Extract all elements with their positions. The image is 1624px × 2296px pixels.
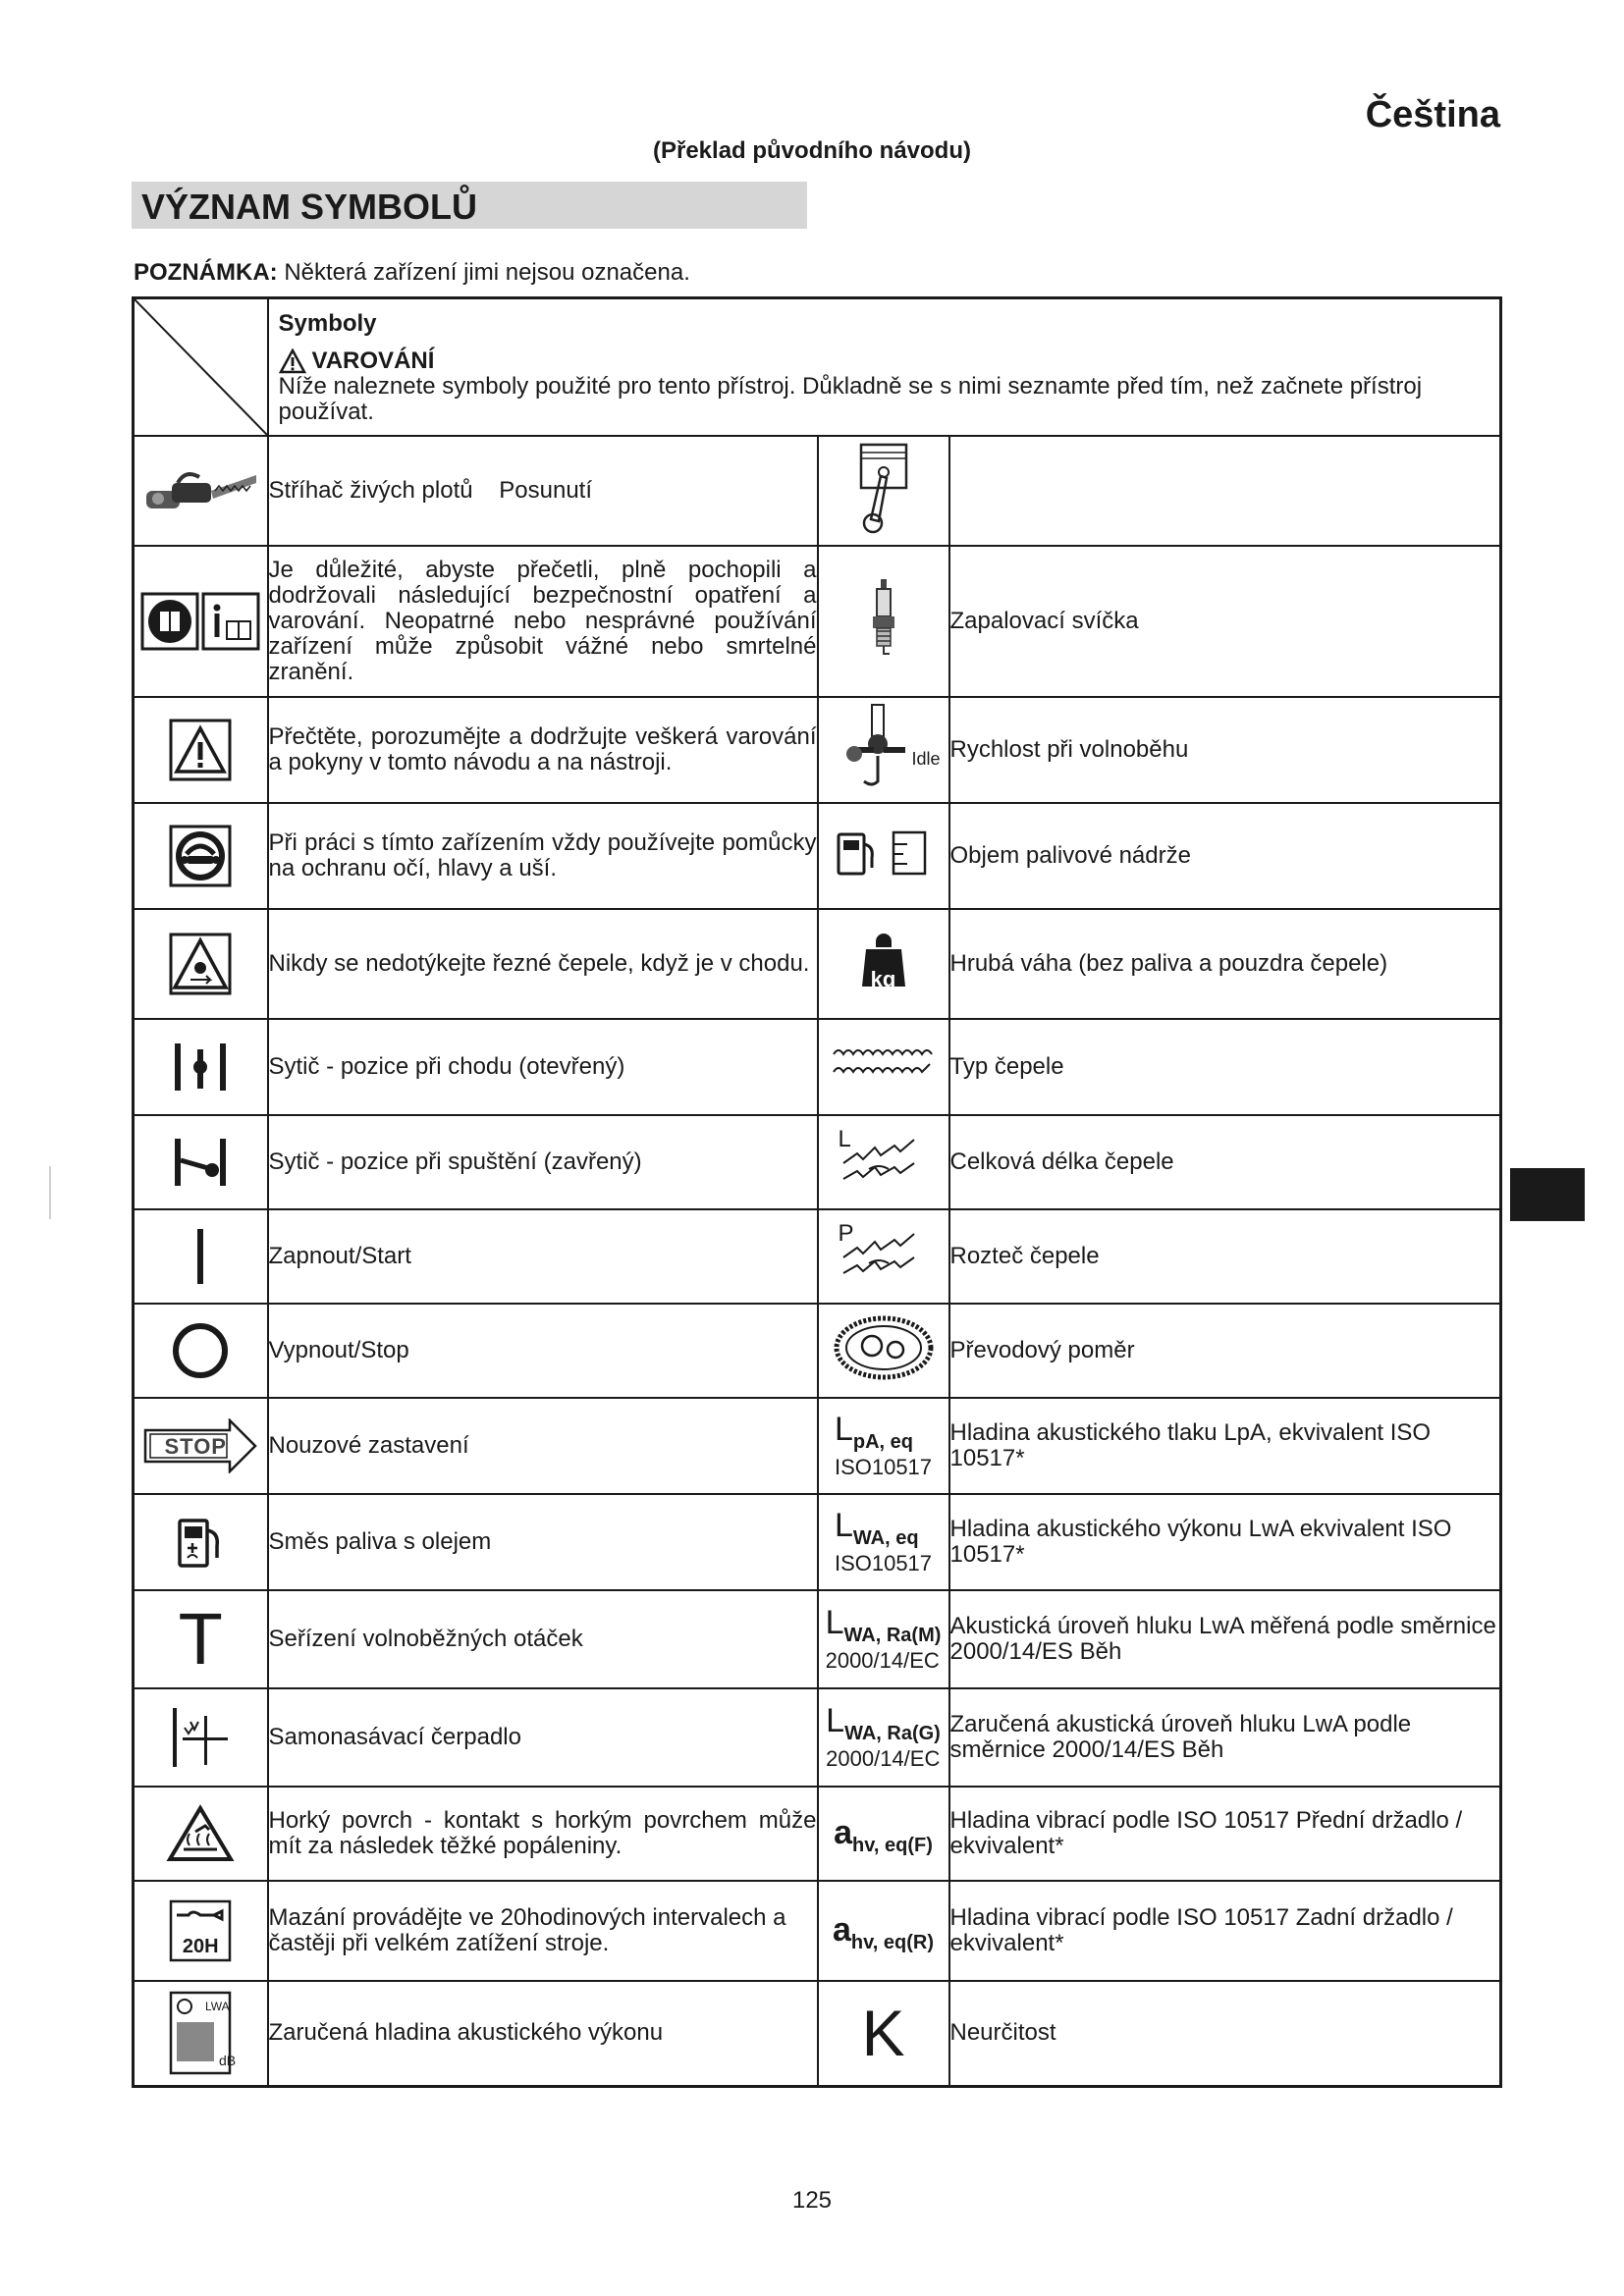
table-row <box>134 1688 1501 1787</box>
description: Celková délka čepele <box>949 1115 1501 1209</box>
description: Akustická úroveň hluku LwA měřená podle směrnice 2000/14/ES Běh <box>949 1590 1501 1688</box>
uncertainty-symbol <box>818 1981 949 2087</box>
language-side-tab <box>1510 1168 1585 1221</box>
idle-adjust-icon <box>134 1590 268 1688</box>
symbol-subscript: WA, Ra(M) <box>843 1625 942 1646</box>
symbol-subscript: pA, eq <box>852 1431 913 1453</box>
power-on-icon <box>134 1209 268 1304</box>
blade-type-icon <box>818 1019 949 1115</box>
section-title: VÝZNAM SYMBOLŮ <box>141 187 477 227</box>
choke-open-icon <box>134 1019 268 1115</box>
table-row <box>134 803 1501 909</box>
description: Při práci s tímto zařízením vždy používejte pomůcky na ochranu očí, hlavy a uší. <box>268 803 818 909</box>
table-row <box>134 436 1501 546</box>
table-row <box>134 1981 1501 2087</box>
emergency-stop-icon <box>134 1398 268 1494</box>
table-row <box>134 1398 1501 1494</box>
stop-label: STOP <box>164 1433 227 1459</box>
warning-triangle-icon <box>134 697 268 803</box>
description: Nouzové zastavení <box>268 1398 818 1494</box>
symbol-letter: a <box>834 1814 853 1851</box>
symbol-standard: 2000/14/EC <box>826 1746 941 1771</box>
description: Je důležité, abyste přečetli, plně pochopili a dodržovali následující bezpečnostní opatření a varování. Neopatrné nebo nesprávné používání zařízení může způsobit vážné nebo smrtelné zranění. <box>268 546 818 697</box>
length-label: L <box>838 1125 851 1152</box>
description: Hladina akustického tlaku LpA, ekvivalent ISO 10517* <box>949 1398 1501 1494</box>
warning-label: VAROVÁNÍ <box>311 347 435 374</box>
symbol-subscript: hv, eq(F) <box>852 1835 933 1856</box>
description: Zapalovací svíčka <box>949 546 1501 697</box>
note-text: Některá zařízení jimi nejsou označena. <box>277 259 690 286</box>
note-label: POZNÁMKA: <box>134 259 278 286</box>
symbol-letter: a <box>833 1911 851 1949</box>
guaranteed-sound-symbol <box>818 1688 949 1787</box>
symbol-letter: K <box>861 1997 905 2070</box>
lwa-label: LWA <box>205 1999 230 2013</box>
symbol-standard: 2000/14/EC <box>825 1648 940 1673</box>
grease-interval-icon <box>134 1881 268 1981</box>
gear-ratio-icon <box>818 1304 949 1398</box>
description: Vypnout/Stop <box>268 1304 818 1398</box>
table-header-row <box>134 298 1501 436</box>
fuel-oil-mix-icon <box>134 1494 268 1590</box>
header-blank-cell <box>134 298 268 436</box>
idle-speed-icon <box>818 697 949 803</box>
description: Sytič - pozice při chodu (otevřený) <box>268 1019 818 1115</box>
description: Rozteč čepele <box>949 1209 1501 1304</box>
weight-label: kg <box>870 966 896 991</box>
translation-subtitle: (Překlad původního návodu) <box>652 137 971 164</box>
description: Mazání provádějte ve 20hodinových intervalech a častěji při velkém zatížení stroje. <box>268 1881 818 1981</box>
header-cell <box>268 298 1501 436</box>
section-heading-bar <box>132 182 807 229</box>
symbol-letter: L <box>825 1604 844 1641</box>
description: Zapnout/Start <box>268 1209 818 1304</box>
language-label: Čeština <box>1365 94 1500 135</box>
description: Hladina akustického výkonu LwA ekvivalent ISO 10517* <box>949 1494 1501 1590</box>
symbol-letter: L <box>834 1411 853 1448</box>
description <box>949 436 1501 546</box>
read-manual-icon <box>134 546 268 697</box>
description: Hrubá váha (bez paliva a pouzdra čepele) <box>949 909 1501 1019</box>
vibration-rear-symbol <box>818 1881 949 1981</box>
symbols-title: Symboly <box>278 309 377 337</box>
blade-hazard-icon <box>134 909 268 1019</box>
margin-mark <box>49 1166 51 1219</box>
description: Zaručená hladina akustického výkonu <box>268 1981 818 2087</box>
table-row <box>134 1881 1501 1981</box>
description: Směs paliva s olejem <box>268 1494 818 1590</box>
table-row <box>134 1590 1501 1688</box>
description: Přečtěte, porozumějte a dodržujte veškerá varování a pokyny v tomto návodu a na nástroji. <box>268 697 818 803</box>
symbol-subscript: WA, eq <box>852 1527 919 1549</box>
description: Objem palivové nádrže <box>949 803 1501 909</box>
symbol-standard: ISO10517 <box>834 1551 933 1575</box>
description: Nikdy se nedotýkejte řezné čepele, když je v chodu. <box>268 909 818 1019</box>
idle-label: Idle <box>911 748 941 769</box>
description: Hladina vibrací podle ISO 10517 Zadní držadlo / ekvivalent* <box>949 1881 1501 1981</box>
sound-power-symbol <box>818 1494 949 1590</box>
table-row <box>134 1304 1501 1398</box>
weight-icon <box>818 909 949 1019</box>
table-row <box>134 909 1501 1019</box>
protective-gear-icon <box>134 803 268 909</box>
table-row <box>134 546 1501 697</box>
table-row <box>134 1209 1501 1304</box>
fuel-tank-icon <box>818 803 949 909</box>
description: Neurčitost <box>949 1981 1501 2087</box>
description: Samonasávací čerpadlo <box>268 1688 818 1787</box>
table-row <box>134 697 1501 803</box>
diagonal-line <box>135 299 269 437</box>
symbol-letter: L <box>834 1507 853 1544</box>
pitch-label: P <box>838 1219 854 1247</box>
db-label: dB <box>219 2052 237 2068</box>
symbol-subscript: WA, Ra(G) <box>844 1723 941 1744</box>
blade-length-icon <box>818 1115 949 1209</box>
spark-plug-icon <box>818 546 949 697</box>
description: Horký povrch - kontakt s horkým povrchem může mít za následek těžké popáleniny. <box>268 1787 818 1881</box>
idle-adjust-label: T <box>178 1597 223 1680</box>
sound-pressure-symbol <box>818 1398 949 1494</box>
interval-label: 20H <box>182 1935 219 1957</box>
description: Seřízení volnoběžných otáček <box>268 1590 818 1688</box>
vibration-front-symbol <box>818 1787 949 1881</box>
warning-triangle-icon <box>279 348 306 374</box>
description: Převodový poměr <box>949 1304 1501 1398</box>
choke-closed-icon <box>134 1115 268 1209</box>
hot-surface-icon <box>134 1787 268 1881</box>
symbols-table <box>132 296 1502 2088</box>
guaranteed-sound-power-icon <box>134 1981 268 2087</box>
description: Rychlost při volnoběhu <box>949 697 1501 803</box>
symbol-standard: ISO10517 <box>834 1455 933 1479</box>
description: Hladina vibrací podle ISO 10517 Přední držadlo / ekvivalent* <box>949 1787 1501 1881</box>
primer-pump-icon <box>134 1688 268 1787</box>
page-number: 125 <box>791 2187 833 2214</box>
power-off-icon <box>134 1304 268 1398</box>
description: Zaručená akustická úroveň hluku LwA podle směrnice 2000/14/ES Běh <box>949 1688 1501 1787</box>
table-row <box>134 1494 1501 1590</box>
table-row <box>134 1115 1501 1209</box>
table-row <box>134 1787 1501 1881</box>
table-row <box>134 1019 1501 1115</box>
description: Typ čepele <box>949 1019 1501 1115</box>
warning-text: Níže naleznete symboly použité pro tento přístroj. Důkladně se s nimi seznamte před tím, než začnete přístroj používat. <box>278 372 1423 425</box>
piston-displacement-icon <box>818 436 949 546</box>
description: Stříhač živých plotů Posunutí <box>268 436 818 546</box>
hedge-trimmer-icon <box>134 436 268 546</box>
measured-sound-symbol <box>818 1590 949 1688</box>
description: Sytič - pozice při spuštění (zavřený) <box>268 1115 818 1209</box>
note <box>134 259 690 287</box>
symbol-subscript: hv, eq(R) <box>850 1932 934 1953</box>
symbol-letter: L <box>826 1702 845 1739</box>
blade-pitch-icon <box>818 1209 949 1304</box>
